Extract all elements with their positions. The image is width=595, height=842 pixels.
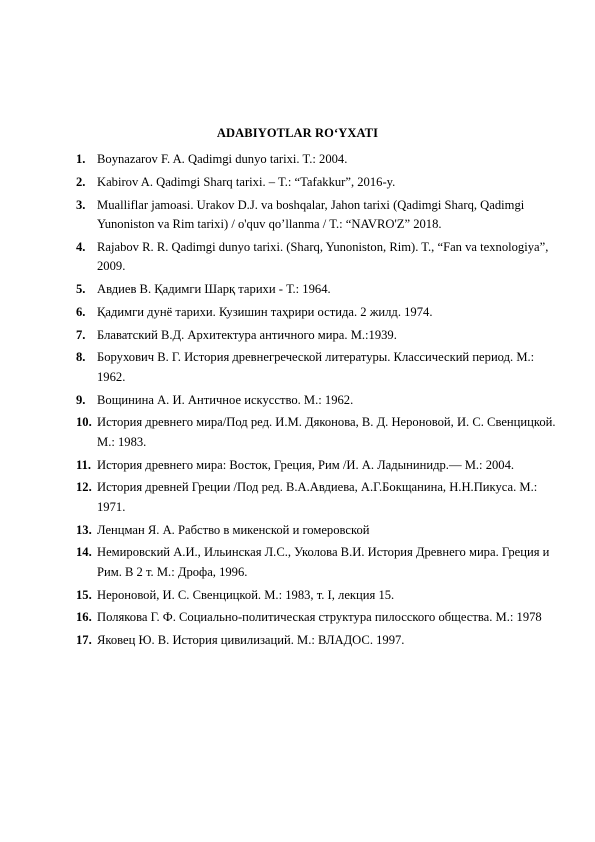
reference-item — [76, 150, 556, 169]
reference-text: Яковец Ю. В. История цивилизаций. М.: ВЛАДОС. 1997. — [97, 633, 405, 648]
reference-number: 4. — [76, 239, 86, 254]
reference-number: 11. — [76, 457, 92, 472]
reference-number: 3. — [76, 197, 86, 212]
reference-item — [76, 631, 556, 650]
reference-text: Ленцман Я. А. Рабство в микенской и гомеровской — [97, 522, 370, 537]
reference-number: 16. — [76, 610, 92, 625]
reference-item — [76, 280, 556, 299]
reference-item — [76, 543, 556, 582]
reference-number: 15. — [76, 587, 92, 602]
reference-number: 17. — [76, 633, 92, 648]
reference-number: 13. — [76, 522, 92, 537]
reference-item — [76, 173, 556, 192]
reference-item — [76, 456, 556, 475]
reference-number: 7. — [76, 327, 86, 342]
reference-item — [76, 608, 556, 627]
reference-text: Блаватский В.Д. Архитектура античного мира. М.:1939. — [97, 327, 397, 342]
reference-number: 1. — [76, 152, 86, 166]
reference-text: История древнего мира: Восток, Греция, Рим /И. А. Ладынинидр.— М.: 2004. — [97, 457, 515, 472]
reference-text: Rajabov R. R. Qadimgi dunyo tarixi. (Sharq, Yunoniston, Rim). T., “Fan va texnologiya”, 2009. — [97, 239, 549, 274]
reference-text: Полякова Г. Ф. Социально-политическая структура пилосского общества. М.: 1978 — [97, 610, 542, 625]
reference-text: История древней Греции /Под ред. В.А.Авдиева, А.Г.Бокщанина, Н.Н.Пикуса. М.: 1971. — [97, 480, 538, 514]
reference-item — [76, 238, 556, 277]
reference-text: Нероновой, И. С. Свенцицкой. М.: 1983, т. I, лекция 15. — [97, 587, 395, 602]
reference-item — [76, 303, 556, 322]
reference-text: История древнего мира/Под ред. И.М. Дяконова, В. Д. Нероновой, И. С. Свенцицкой. М.: 1983. — [97, 415, 556, 449]
reference-text: Қадимги дунё тарихи. Кузишин таҳрири остида. 2 жилд. 1974. — [97, 304, 433, 319]
reference-text: Авдиев В. Қадимги Шарқ тарихи - Т.: 1964. — [97, 282, 331, 296]
reference-number: 9. — [76, 392, 86, 407]
reference-item — [76, 196, 556, 235]
reference-list — [76, 150, 556, 654]
reference-text: Немировский А.И., Ильинская Л.С., Уколова В.И. История Древнего мира. Греция и Рим. В 2 т. М.: Дрофа, 1996. — [97, 545, 550, 579]
reference-item — [76, 326, 556, 345]
reference-text: Boynazarov F. A. Qadimgi dunyo tarixi. T.: 2004. — [97, 152, 348, 166]
reference-number: 6. — [76, 304, 86, 319]
reference-number: 2. — [76, 174, 86, 189]
reference-item — [76, 521, 556, 540]
reference-item — [76, 413, 556, 452]
page-title: ADABIYOTLAR RO‘YXATI — [216, 126, 379, 140]
reference-text: Вощинина А. И. Античное искусство. М.: 1962. — [97, 392, 354, 407]
reference-number: 10. — [76, 415, 92, 430]
reference-item — [76, 348, 556, 387]
reference-number: 5. — [76, 282, 86, 296]
reference-item — [76, 478, 556, 517]
reference-text: Mualliflar jamoasi. Urakov D.J. va boshqalar, Jahon tarixi (Qadimgi Sharq, Qadimgi Yunoniston va Rim tarixi) / o'quv qo’llanma / T.: “NAVRO'Z” 2018. — [97, 197, 525, 231]
reference-text: Kabirov A. Qadimgi Sharq tarixi. – T.: “Tafakkur”, 2016-y. — [97, 174, 396, 189]
reference-number: 8. — [76, 350, 86, 365]
reference-text: Борухович В. Г. История древнегреческой литературы. Классический период. М.: 1962. — [97, 350, 535, 384]
reference-item — [76, 586, 556, 605]
reference-item — [76, 391, 556, 410]
reference-number: 14. — [76, 545, 92, 560]
reference-number: 12. — [76, 480, 92, 495]
